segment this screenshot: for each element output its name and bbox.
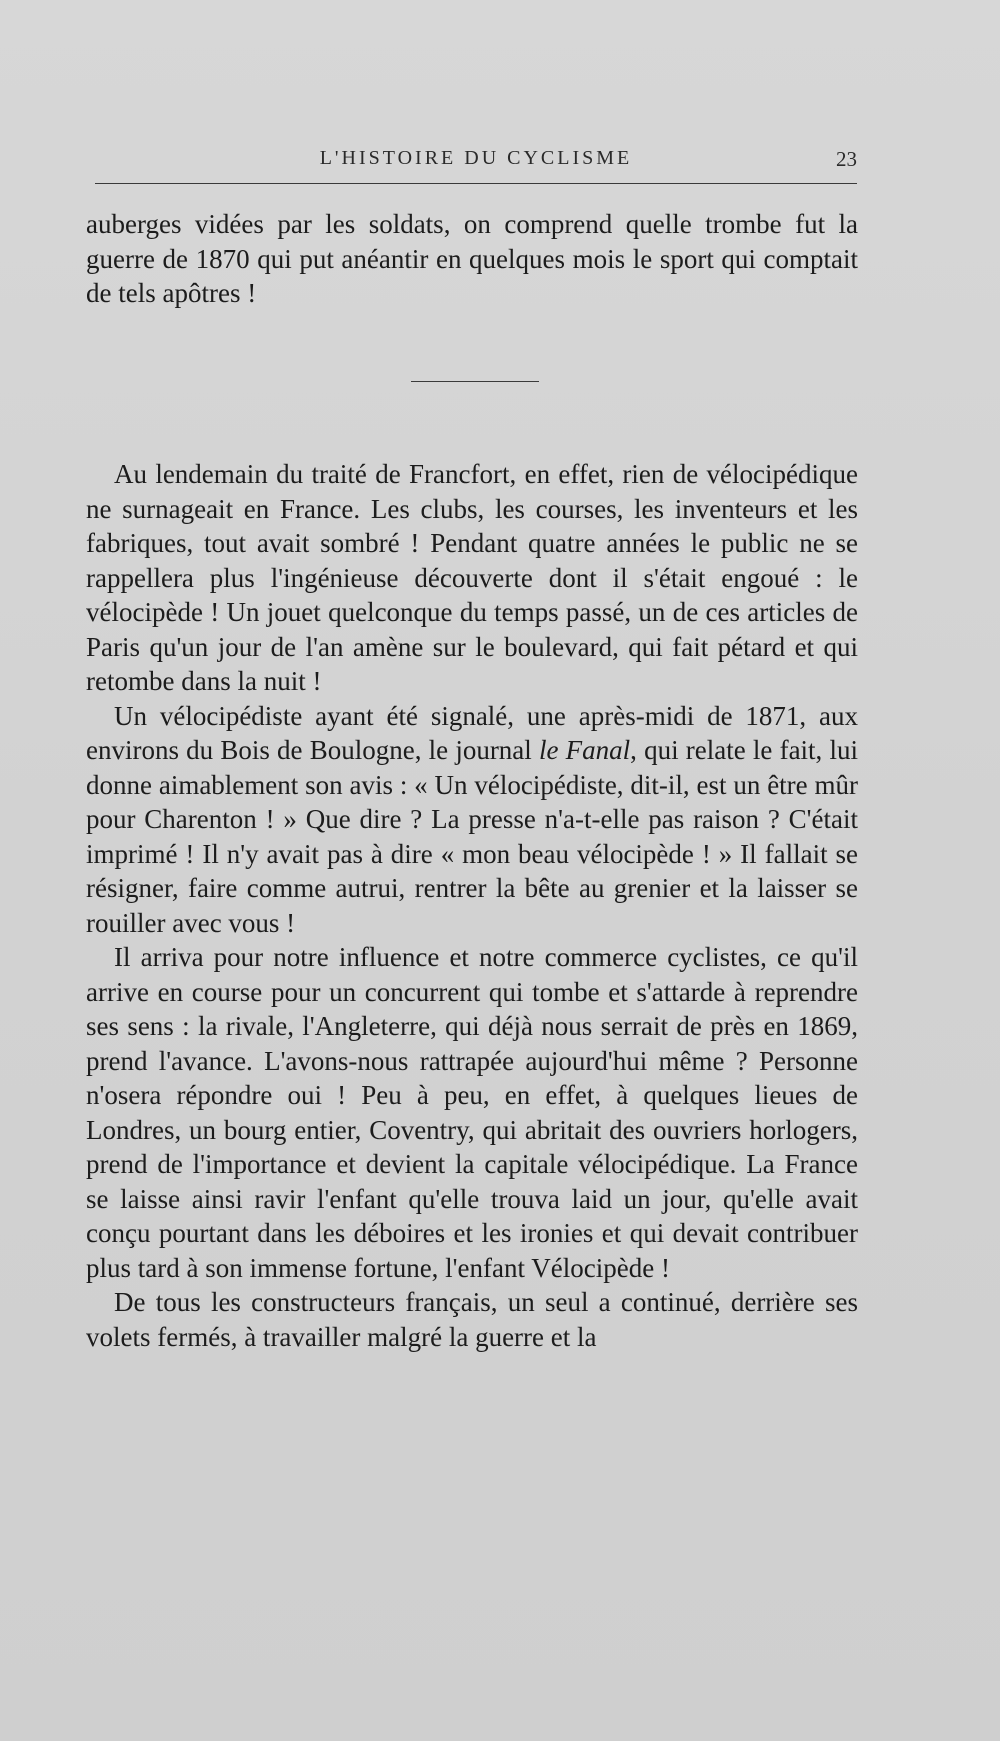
section-divider [411, 381, 539, 382]
page-number: 23 [836, 147, 857, 171]
paragraph-2-part-1: Un vélocipédiste ayant été signalé, une après-midi de 1871, aux environs du Bois de Boulogne, le journal [86, 700, 858, 765]
paragraph-2-part-2: , qui relate le fait, lui donne aimablement son avis : « Un vélocipédiste, dit-il, est un être mûr pour Charenton ! » Que dire ? La presse n'a-t-elle pas raison ? C'était imprimé ! Il n'y avait pas à dire « mon beau vélocipède ! » Il fallait se résigner, faire comme autrui, rentrer la bête au grenier et la laisser se rouiller avec vous ! [86, 735, 858, 938]
body-text [86, 457, 858, 1354]
paragraph-1: Au lendemain du traité de Francfort, en effet, rien de vélocipédique ne surnageait en France. Les clubs, les courses, les inventeurs et les fabriques, tout avait sombré ! Pendant quatre années le public ne se rappellera plus l'ingénieuse découverte dont il s'était engoué : le vélocipède ! Un jouet quelconque du temps passé, un de ces articles de Paris qu'un jour de l'an amène sur le boulevard, qui fait pétard et qui retombe dans la nuit ! [86, 459, 858, 696]
newspaper-title: le Fanal [538, 735, 631, 765]
running-title: L'HISTOIRE DU CYCLISME [319, 147, 633, 169]
paragraph-4: De tous les constructeurs français, un seul a continué, derrière ses volets fermés, à travailler malgré la guerre et la [86, 1287, 858, 1352]
paragraph-3: Il arriva pour notre influence et notre commerce cyclistes, ce qu'il arrive en course pour un concurrent qui tombe et s'attarde à reprendre ses sens : la rivale, l'Angleterre, qui déjà nous serrait de près en 1869, prend l'avance. L'avons-nous rattrapée aujourd'hui même ? Personne n'osera répondre oui ! Peu à peu, en effet, à quelques lieues de Londres, un bourg entier, Coventry, qui abritait des ouvriers horlogers, prend de l'importance et devient la capitale vélocipédique. La France se laisse ainsi ravir l'enfant qu'elle trouva laid un jour, qu'elle avait conçu pourtant dans les déboires et les ironies et qui devait contribuer plus tard à son immense fortune, l'enfant Vélocipède ! [86, 942, 858, 1283]
continuation-paragraph: auberges vidées par les soldats, on comprend quelle trombe fut la guerre de 1870 qui put anéantir en quelques mois le sport qui comptait de tels apôtres ! [86, 209, 858, 308]
running-head [95, 147, 857, 177]
continuation-block [86, 207, 858, 311]
header-rule [95, 183, 857, 184]
paragraph-2 [86, 699, 858, 941]
